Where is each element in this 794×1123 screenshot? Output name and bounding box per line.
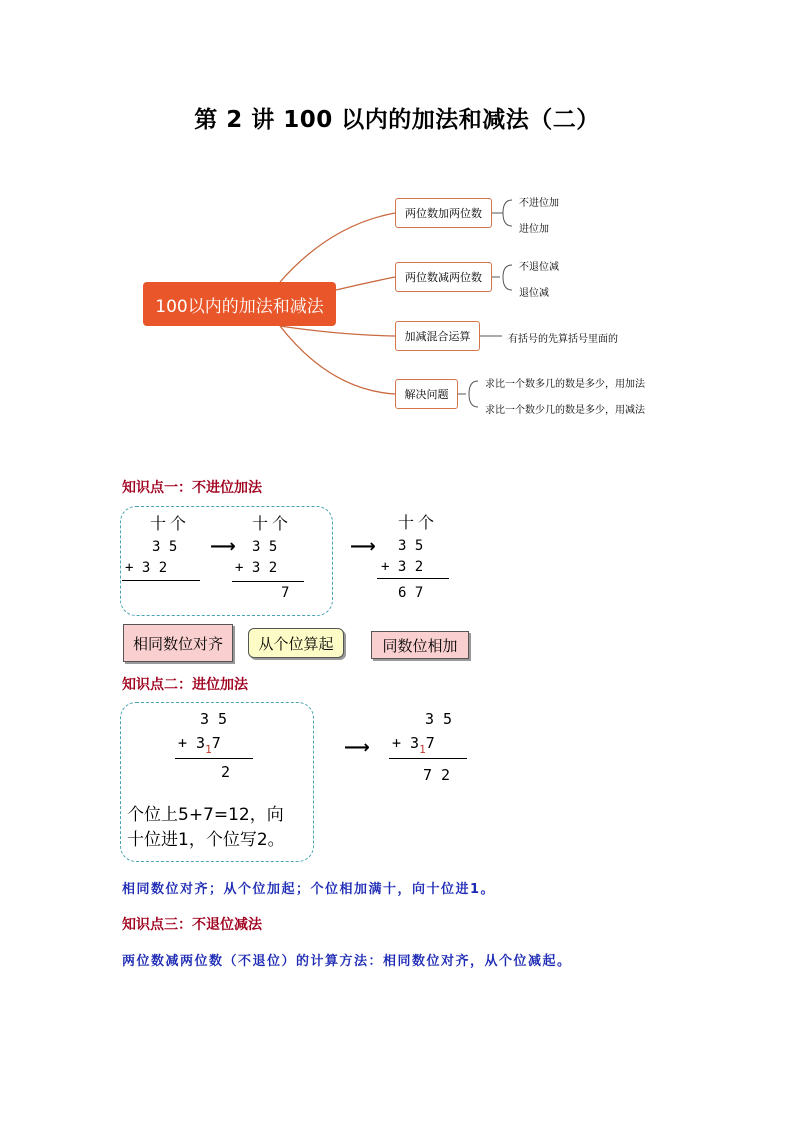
arrow-icon: ⟶ — [210, 536, 236, 557]
calc-top: 3 5 — [152, 539, 178, 555]
mindmap-branch-problem: 解决问题 — [395, 379, 458, 409]
explain-text: 个位上5+7=12，向 — [127, 805, 284, 825]
calc-top: 3 5 — [425, 710, 453, 728]
mindmap-leaf: 求比一个数少几的数是多少，用减法 — [485, 405, 645, 416]
calc-top: 3 5 — [200, 710, 228, 728]
calc-result: 2 — [221, 763, 231, 781]
section3-heading: 知识点三：不退位减法 — [122, 917, 262, 933]
calc-bottom: + 3 2 — [381, 559, 424, 575]
calc-line — [377, 578, 449, 579]
calc-line — [389, 758, 467, 759]
arrow-icon: ⟶ — [344, 737, 370, 758]
mindmap-leaf: 不进位加 — [519, 198, 559, 209]
tag-start-ones: 从个位算起 — [248, 628, 344, 658]
explain-text: 十位进1，个位写2。 — [127, 830, 285, 850]
calc-top: 3 5 — [398, 538, 424, 554]
mindmap-leaf: 有括号的先算括号里面的 — [508, 334, 618, 345]
section2-heading: 知识点二：进位加法 — [122, 677, 248, 693]
calc-bottom: + 3 2 — [235, 560, 278, 576]
mindmap-branch-subtract: 两位数减两位数 — [395, 262, 492, 292]
calc-result: 7 — [281, 585, 290, 601]
calc-result: 7 2 — [423, 766, 451, 784]
place-header: 十个 — [398, 513, 439, 532]
mindmap-branch-add: 两位数加两位数 — [395, 198, 492, 228]
carry-digit: 1 — [419, 743, 426, 756]
mindmap-central-node: 100以内的加法和减法 — [143, 282, 336, 326]
calc-line — [122, 580, 200, 581]
section2-summary: 相同数位对齐；从个位加起；个位相加满十，向十位进1。 — [122, 882, 496, 897]
place-header: 十个 — [150, 514, 191, 533]
arrow-icon: ⟶ — [350, 536, 376, 557]
mindmap-leaf: 不退位减 — [519, 262, 559, 273]
mindmap-branch-mixed: 加减混合运算 — [395, 321, 480, 351]
mindmap-leaf: 进位加 — [519, 224, 549, 235]
mindmap-leaf: 退位减 — [519, 288, 549, 299]
section1-heading: 知识点一：不进位加法 — [122, 480, 262, 496]
tag-add-same-place: 同数位相加 — [371, 631, 469, 659]
page-title: 第 2 讲 100 以内的加法和减法（二） — [194, 107, 600, 133]
calc-bottom-carry: + $3_17$ — [178, 734, 221, 756]
calc-bottom-carry: + $3_17$ — [392, 734, 435, 756]
mindmap-leaf: 求比一个数多几的数是多少，用加法 — [485, 379, 645, 390]
carry-digit: 1 — [205, 743, 212, 756]
calc-top: 3 5 — [252, 539, 278, 555]
section3-summary: 两位数减两位数（不退位）的计算方法：相同数位对齐，从个位减起。 — [122, 954, 572, 969]
calc-line — [232, 581, 304, 582]
tag-align-digits: 相同数位对齐 — [123, 624, 233, 662]
calc-bottom: + 3 2 — [125, 560, 168, 576]
place-header: 十个 — [252, 514, 293, 533]
calc-result: 6 7 — [398, 585, 424, 601]
calc-line — [175, 758, 253, 759]
